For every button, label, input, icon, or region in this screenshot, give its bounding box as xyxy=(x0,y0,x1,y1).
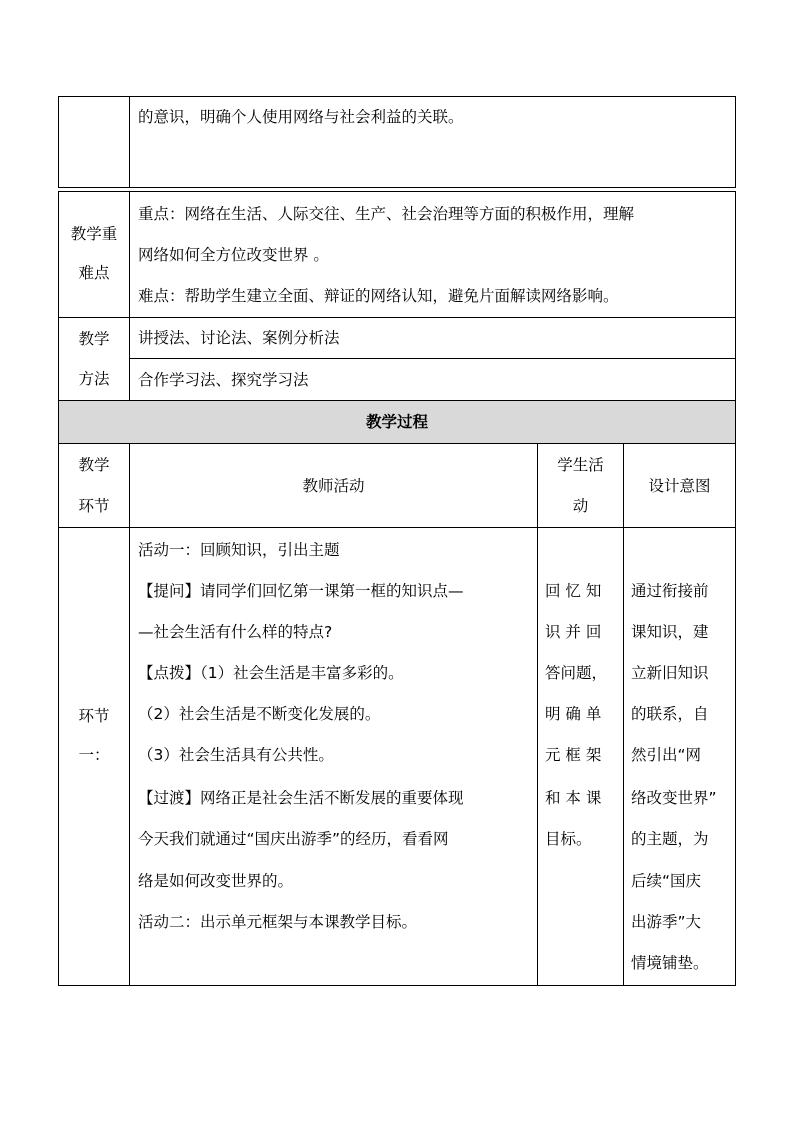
method-row: 讲授法、讨论法、案例分析法 xyxy=(138,329,340,347)
design-intent-header: 设计意图 xyxy=(648,477,711,495)
design-line: 后续“国庆 xyxy=(631,872,702,890)
key-points-label: 教学重 xyxy=(70,225,118,243)
rule xyxy=(58,96,736,97)
rule xyxy=(735,96,736,188)
teacher-line: （3）社会生活具有公共性。 xyxy=(138,746,334,764)
student-line: 回 忆 知 xyxy=(545,582,602,600)
rule xyxy=(58,191,736,192)
design-line: 立新旧知识 xyxy=(631,664,709,682)
rule xyxy=(58,96,59,188)
student-line: 明 确 单 xyxy=(545,705,602,723)
rule xyxy=(735,191,736,986)
student-activity-header: 动 xyxy=(572,497,589,515)
rule xyxy=(58,317,736,318)
stage-one-label: 一： xyxy=(78,746,110,764)
design-line: 课知识，建 xyxy=(631,623,709,641)
stage-header: 环节 xyxy=(78,497,110,515)
teacher-line: —社会生活有什么样的特点? xyxy=(138,623,333,641)
methods-label: 教学 xyxy=(78,330,110,348)
design-line: 情境铺垫。 xyxy=(631,954,709,972)
rule xyxy=(58,527,736,528)
design-line: 然引出“网 xyxy=(631,746,702,764)
teacher-line: 今天我们就通过“国庆出游季”的经历，看看网 xyxy=(138,830,449,848)
student-activity-header: 学生活 xyxy=(557,456,604,474)
teacher-line: 活动一：回顾知识，引出主题 xyxy=(138,541,340,559)
design-line: 络改变世界” xyxy=(631,789,717,807)
process-header: 教学过程 xyxy=(365,413,428,431)
teacher-activity-header: 教师活动 xyxy=(302,477,365,495)
rule xyxy=(129,191,130,401)
rule xyxy=(129,443,130,986)
student-line: 元 框 架 xyxy=(545,746,602,764)
teacher-line: 【过渡】网络正是社会生活不断发展的重要体现 xyxy=(138,789,464,807)
rule xyxy=(537,443,538,986)
student-line: 识 并 回 xyxy=(545,623,602,641)
key-point-line: 网络如何全方位改变世界 。 xyxy=(138,246,329,264)
teacher-line: 活动二：出示单元框架与本课教学目标。 xyxy=(138,913,418,931)
rule xyxy=(58,191,59,986)
key-points-label: 难点 xyxy=(78,264,110,282)
teacher-line: 【提问】请同学们回忆第一课第一框的知识点— xyxy=(138,582,464,600)
student-line: 答问题， xyxy=(545,664,608,682)
methods-label: 方法 xyxy=(78,370,110,388)
design-line: 通过衔接前 xyxy=(631,582,709,600)
design-line: 的主题，为 xyxy=(631,830,709,848)
rule xyxy=(58,187,736,188)
teacher-line: 络是如何改变世界的。 xyxy=(138,872,294,890)
rule xyxy=(623,443,624,986)
key-point-line: 重点：网络在生活、人际交往、生产、社会治理等方面的积极作用，理解 xyxy=(138,205,635,223)
design-line: 的联系，自 xyxy=(631,705,709,723)
rule xyxy=(58,443,736,444)
rule xyxy=(129,96,130,188)
rule xyxy=(58,985,736,986)
difficult-point-line: 难点：帮助学生建立全面、辩证的网络认知，避免片面解读网络影响。 xyxy=(138,287,619,305)
top-row-text: 的意识，明确个人使用网络与社会利益的关联。 xyxy=(138,108,464,126)
student-line: 目标。 xyxy=(545,830,592,848)
stage-header: 教学 xyxy=(78,456,110,474)
rule xyxy=(129,358,736,359)
method-row: 合作学习法、探究学习法 xyxy=(138,371,309,389)
design-line: 出游季”大 xyxy=(631,913,702,931)
teacher-line: 【点拨】（1）社会生活是丰富多彩的。 xyxy=(138,664,404,682)
stage-one-label: 环节 xyxy=(78,707,110,725)
student-line: 和 本 课 xyxy=(545,789,602,807)
teacher-line: （2）社会生活是不断变化发展的。 xyxy=(138,705,381,723)
